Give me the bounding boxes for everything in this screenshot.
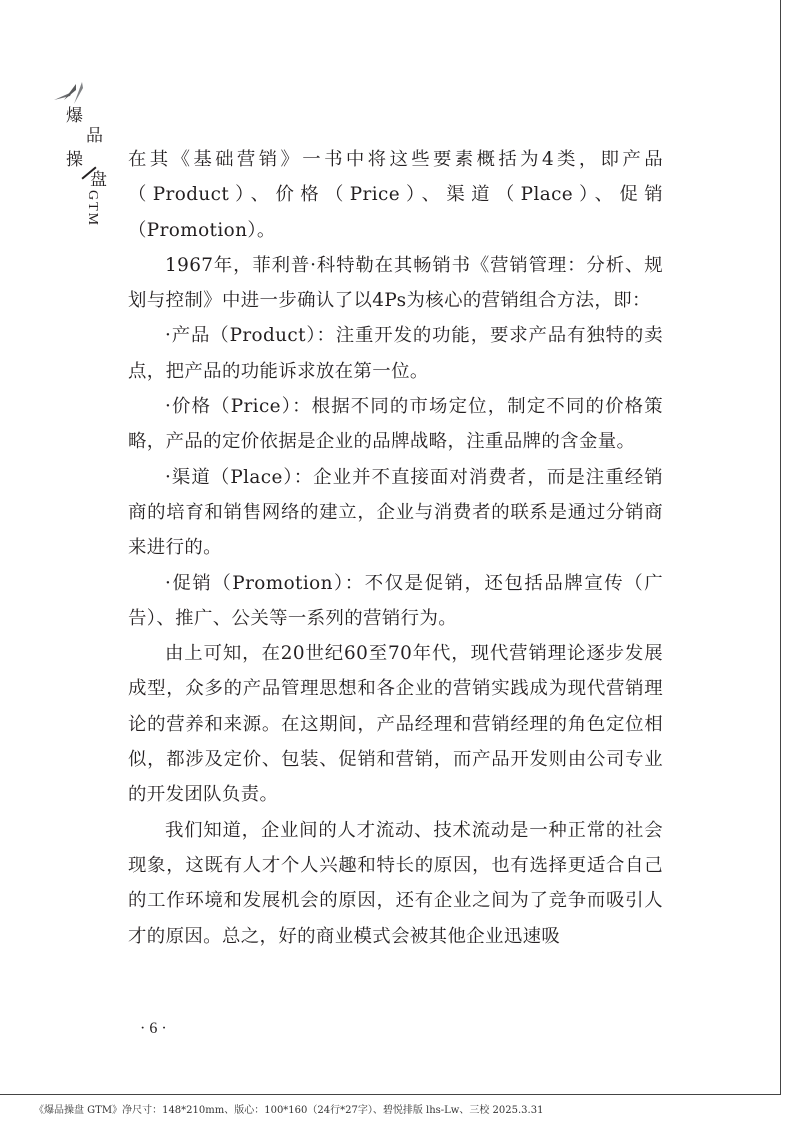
paragraph: 由上可知，在20世纪60至70年代，现代营销理论逐步发展成型，众多的产品管理思想和各企业的营销实践成为现代营销理论的营养和来源。在这期间，产品经理和营销经理的角色定位相似，都涉及定价、包装、促销和营销，而产品开发则由公司专业的开发团队负责。 — [128, 643, 663, 806]
body-text — [128, 142, 663, 954]
running-head-char: 品 — [86, 126, 103, 146]
page-number: · 6 · — [140, 1020, 167, 1037]
paragraph: 1967年，菲利普·科特勒在其畅销书《营销管理：分析、规划与控制》中进一步确认了以4Ps为核心的营销组合方法，即： — [128, 254, 663, 312]
running-head-gtm: GTM — [85, 190, 100, 228]
paragraph: 我们知道，企业间的人才流动、技术流动是一种正常的社会现象，这既有人才个人兴趣和特长的原因，也有选择更适合自己的工作环境和发展机会的原因，还有企业之间为了竞争而吸引人才的原因。总之，好的商业模式会被其他企业迅速吸 — [128, 819, 663, 947]
bullet-paragraph-product: ·产品（Product）：注重开发的功能，要求产品有独特的卖点，把产品的功能诉求放在第一位。 — [128, 325, 663, 382]
decorative-rays-icon — [52, 80, 88, 106]
print-slug-footer: 《爆品操盘 GTM》净尺寸：148*210mm、版心：100*160（24行*27字）、碧悦排版 lhs-Lw、三校 2025.3.31 — [34, 1105, 544, 1116]
paragraph: 在其《基础营销》一书中将这些要素概括为4类，即产品（Product）、价格（Price）、渠道（Place）、促销（Promotion）。 — [128, 149, 663, 241]
bullet-paragraph-price: ·价格（Price）：根据不同的市场定位，制定不同的价格策略，产品的定价依据是企业的品牌战略，注重品牌的含金量。 — [128, 396, 663, 453]
bullet-paragraph-place: ·渠道（Place）：企业并不直接面对消费者，而是注重经销商的培育和销售网络的建立，企业与消费者的联系是通过分销商来进行的。 — [128, 466, 663, 559]
running-head-char: 操 — [66, 150, 83, 170]
running-head-char: 爆 — [66, 106, 83, 126]
running-head-char: 盘 — [90, 170, 107, 190]
page-trim-right — [780, 0, 781, 1094]
bullet-paragraph-promotion: ·促销（Promotion）：不仅是促销，还包括品牌宣传（广告）、推广、公关等一系列的营销行为。 — [128, 572, 663, 629]
running-head-vertical — [52, 80, 112, 250]
page-trim-bottom — [0, 1094, 781, 1095]
